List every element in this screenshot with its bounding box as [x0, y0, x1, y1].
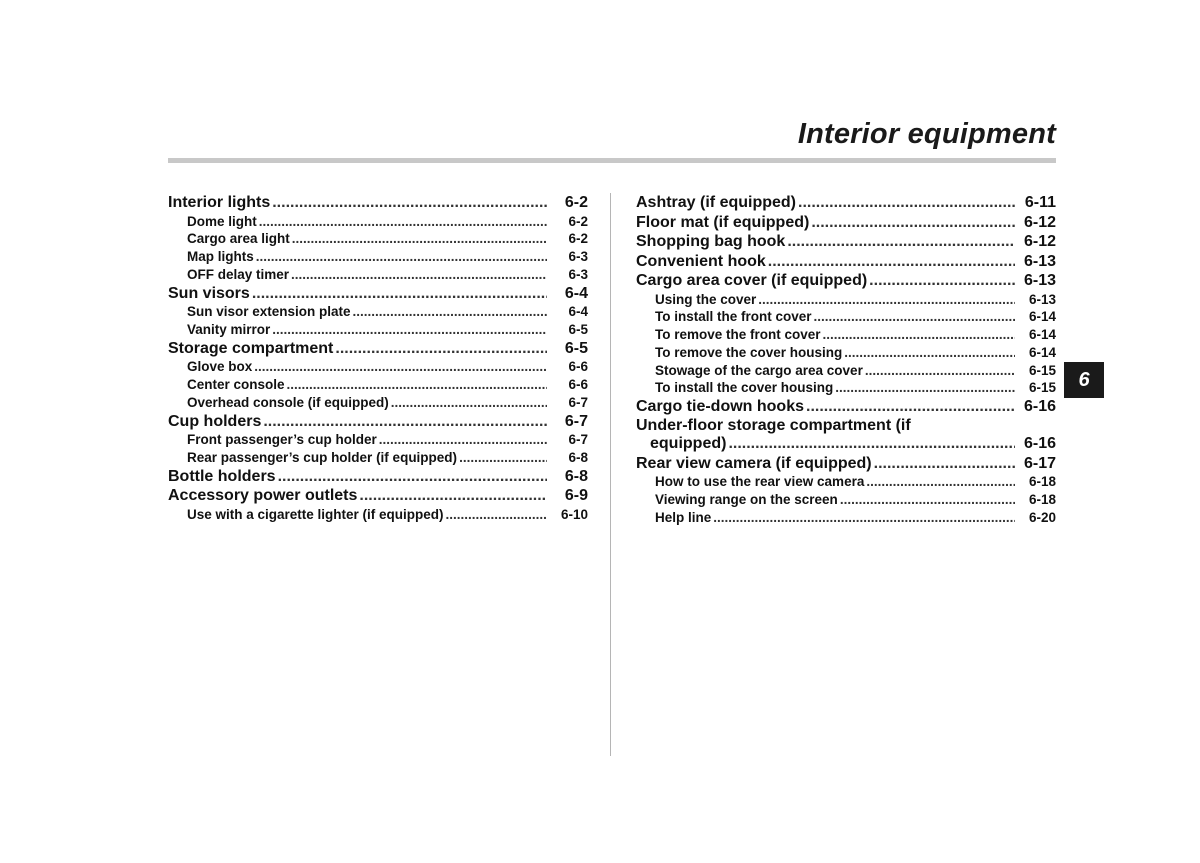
column-divider [610, 193, 611, 756]
toc-entry[interactable] [168, 284, 588, 304]
toc-entry-label: Dome light [187, 213, 257, 229]
dot-leader [713, 509, 1015, 527]
toc-entry-label: Interior lights [168, 194, 271, 211]
chapter-tab: 6 [1064, 362, 1104, 398]
dot-leader [823, 326, 1015, 344]
toc-entry-label: Cargo area cover (if equipped) [636, 272, 868, 289]
toc-entry[interactable] [636, 232, 1056, 252]
toc-entry[interactable] [636, 454, 1056, 474]
toc-page-number: 6-15 [1028, 362, 1056, 378]
toc-page-number: 6-6 [568, 377, 588, 393]
dot-leader [758, 291, 1015, 309]
dot-leader [335, 339, 547, 359]
toc-page-number: 6-5 [568, 321, 588, 337]
toc-entry-label: Cargo tie-down hooks [636, 398, 804, 416]
dot-leader [263, 412, 547, 432]
dot-leader [835, 379, 1015, 397]
toc-entry-label: Bottle holders [168, 467, 276, 485]
dot-leader [291, 266, 547, 284]
toc-subentry[interactable] [168, 431, 588, 449]
toc-page-number: 6-5 [564, 339, 588, 357]
toc-entry-label: Map lights [187, 249, 254, 265]
toc-entry-label: Glove box [187, 359, 253, 375]
toc-entry[interactable] [636, 252, 1056, 272]
dot-leader [811, 213, 1015, 233]
toc-subentry[interactable] [636, 326, 1056, 344]
dot-leader [844, 344, 1015, 362]
toc-subentry[interactable] [636, 291, 1056, 309]
dot-leader [840, 491, 1015, 509]
toc-entry[interactable] [168, 412, 588, 432]
toc-entry-label: To install the front cover [655, 309, 812, 325]
toc-page-number: 6-10 [560, 506, 588, 522]
toc-entry[interactable] [636, 193, 1056, 213]
dot-leader [728, 434, 1015, 454]
toc-entry-label: Front passenger’s cup holder [187, 432, 377, 448]
toc-entry-label: To remove the front cover [655, 327, 821, 343]
toc-page-number: 6-12 [1023, 213, 1056, 231]
toc-page-number: 6-7 [568, 394, 588, 410]
toc-entry-label: Help line [655, 509, 712, 525]
dot-leader [459, 449, 547, 467]
toc-entry-label: Sun visor extension plate [187, 304, 351, 320]
toc-page-number: 6-8 [568, 449, 588, 465]
toc-page-number: 6-3 [568, 249, 588, 265]
toc-page-number: 6-17 [1023, 454, 1056, 472]
toc-entry-label: Center console [187, 377, 285, 393]
toc-subentry[interactable] [168, 248, 588, 266]
toc-entry[interactable] [168, 486, 588, 506]
dot-leader [814, 308, 1015, 326]
toc-entry[interactable] [168, 467, 588, 487]
toc-page-number: 6-2 [568, 231, 588, 247]
toc-subentry[interactable] [168, 376, 588, 394]
toc-entry-label: Floor mat (if equipped) [636, 213, 810, 231]
toc-entry-label: Cup holders [168, 412, 262, 430]
dot-leader [768, 252, 1015, 272]
page-title: Interior equipment [797, 118, 1056, 150]
toc-entry-label: Overhead console (if equipped) [187, 394, 389, 410]
toc-entry-label: Using the cover [655, 291, 757, 307]
toc-subentry[interactable] [168, 358, 588, 376]
dot-leader [798, 193, 1015, 213]
toc-entry-label: Under-floor storage compartment (if [636, 416, 911, 434]
toc-entry-label: Sun visors [168, 284, 250, 302]
toc-entry-label: Vanity mirror [187, 321, 271, 337]
toc-page-number: 6-11 [1024, 194, 1056, 211]
toc-entry-label: Accessory power outlets [168, 487, 358, 505]
dot-leader [787, 232, 1015, 252]
toc-page-number: 6-13 [1028, 291, 1056, 307]
toc-page-number: 6-16 [1023, 398, 1056, 416]
dot-leader [874, 454, 1015, 474]
dot-leader [292, 230, 547, 248]
toc-entry-label: To remove the cover housing [655, 344, 843, 360]
toc-subentry[interactable] [168, 303, 588, 321]
toc-entry-label: Viewing range on the screen [655, 492, 838, 508]
toc-entry-label: OFF delay timer [187, 266, 290, 282]
dot-leader [272, 321, 547, 339]
header-rule [168, 158, 1056, 163]
toc-entry-label: Storage compartment [168, 339, 334, 357]
toc-entry[interactable] [168, 339, 588, 359]
dot-leader [869, 271, 1015, 291]
toc-subentry[interactable] [636, 379, 1056, 397]
toc-subentry[interactable] [168, 266, 588, 284]
toc-entry[interactable] [636, 271, 1056, 291]
toc-entry[interactable] [636, 434, 1056, 454]
toc-page-number: 6-2 [564, 194, 588, 211]
toc-entry-label: Convenient hook [636, 252, 766, 270]
toc-page-number: 6-18 [1028, 492, 1056, 508]
dot-leader [353, 303, 547, 321]
toc-entry[interactable] [636, 213, 1056, 233]
toc-entry-label: Ashtray (if equipped) [636, 194, 797, 211]
toc-page-number: 6-16 [1023, 435, 1056, 453]
dot-leader [379, 431, 547, 449]
toc-subentry[interactable] [636, 491, 1056, 509]
toc-entry-label: Shopping bag hook [636, 233, 786, 250]
toc-entry-label: Stowage of the cargo area cover [655, 362, 863, 378]
toc-entry-label: Cargo area light [187, 231, 290, 247]
dot-leader [272, 193, 547, 213]
toc-page-number: 6-4 [564, 284, 588, 302]
toc-page-number: 6-13 [1023, 272, 1056, 289]
toc-page-number: 6-12 [1023, 233, 1056, 250]
toc-entry-label: How to use the rear view camera [655, 474, 865, 490]
toc-entry-label: Rear view camera (if equipped) [636, 454, 872, 472]
toc-page-number: 6-9 [564, 487, 588, 505]
toc-subentry[interactable] [636, 473, 1056, 491]
toc-entry-label: Rear passenger’s cup holder (if equipped) [187, 449, 458, 465]
toc-subentry[interactable] [168, 506, 588, 524]
toc-page-number: 6-13 [1023, 252, 1056, 270]
toc-left-column [168, 193, 588, 524]
toc-entry-wrapped[interactable] [636, 417, 1056, 454]
toc-subentry[interactable] [636, 509, 1056, 527]
dot-leader [254, 358, 547, 376]
toc-right-column [636, 193, 1056, 527]
toc-subentry[interactable] [636, 344, 1056, 362]
dot-leader [252, 284, 547, 304]
toc-subentry[interactable] [168, 321, 588, 339]
toc-page-number: 6-2 [568, 213, 588, 229]
toc-subentry[interactable] [168, 449, 588, 467]
toc-subentry[interactable] [636, 362, 1056, 380]
dot-leader [806, 397, 1015, 417]
toc-entry-label: Use with a cigarette lighter (if equipped) [187, 506, 444, 522]
toc-subentry[interactable] [168, 213, 588, 231]
toc-page-number: 6-7 [568, 432, 588, 448]
toc-page-number: 6-8 [564, 467, 588, 485]
toc-entry[interactable] [168, 193, 588, 213]
toc-subentry[interactable] [168, 230, 588, 248]
toc-page-number: 6-20 [1028, 509, 1056, 525]
toc-page-number: 6-14 [1028, 309, 1056, 325]
toc-subentry[interactable] [636, 308, 1056, 326]
toc-entry-label: equipped) [650, 435, 727, 453]
dot-leader [446, 506, 547, 524]
dot-leader [259, 213, 547, 231]
toc-page-number: 6-15 [1028, 380, 1056, 396]
dot-leader [391, 394, 547, 412]
toc-page-number: 6-3 [568, 266, 588, 282]
dot-leader [278, 467, 547, 487]
toc-page-number: 6-6 [568, 359, 588, 375]
dot-leader [359, 486, 547, 506]
toc-entry-label: To install the cover housing [655, 380, 834, 396]
toc-page-number: 6-4 [568, 304, 588, 320]
dot-leader [866, 473, 1015, 491]
dot-leader [865, 362, 1015, 380]
dot-leader [256, 248, 547, 266]
dot-leader [287, 376, 547, 394]
toc-subentry[interactable] [168, 394, 588, 412]
toc-page-number: 6-7 [564, 412, 588, 430]
toc-page-number: 6-14 [1028, 344, 1056, 360]
toc-page-number: 6-14 [1028, 327, 1056, 343]
toc-entry[interactable] [636, 397, 1056, 417]
toc-page-number: 6-18 [1028, 474, 1056, 490]
